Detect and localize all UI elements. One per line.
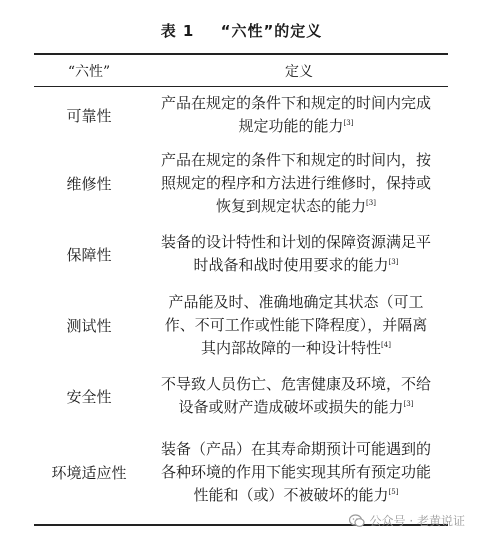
header-term: “六性” [67,64,111,80]
reference-mark: [3] [343,119,354,127]
reference-mark: [4] [381,340,391,349]
definition-line: 其内部故障的一种设计特性 [201,338,382,357]
reference-mark: [3] [366,198,376,207]
definition-cell [150,373,442,419]
table-top-rule [34,53,448,55]
table-title: “六性”的定义 [220,22,323,40]
table-caption [0,20,483,41]
term-cell: 环境适应性 [51,463,127,482]
definition-line: 恢复到规定状态的能力 [216,196,367,215]
table-header-rule [34,86,448,87]
header-definition: 定义 [285,64,313,80]
term-cell: 安全性 [66,387,112,406]
table-row [34,288,448,362]
term-cell: 测试性 [66,316,112,335]
term-cell: 可靠性 [66,106,112,125]
definition-cell [150,438,442,507]
reference-mark: [5] [388,487,399,496]
definition-cell [150,149,442,218]
definition-line: 不导致人员伤亡、危害健康及环境，不给 [160,375,431,393]
definition-line: 装备（产品）在其寿命期预计可能遇到的 [160,439,431,458]
definition-cell [150,231,442,277]
definition-line: 作、不可工作或性能下降程度），并隔离 [164,315,428,334]
definition-line: 各种环境的作用下能实现其所有预定功能 [160,462,431,481]
reference-mark: [3] [403,400,414,408]
definition-line: 产品在规定的条件下和规定的时间内，按 [160,150,431,169]
table-row [34,90,448,140]
definition-line: 产品在规定的条件下和规定的时间内完成 [160,94,431,112]
definition-line: 设备或财产造成破坏或损失的能力 [178,398,404,416]
definition-line: 性能和（或）不被破坏的能力 [193,485,389,504]
table-row [34,435,448,509]
table-row [34,371,448,421]
definition-cell [150,92,442,138]
definition-line: 产品能及时、准确地确定其状态（可工 [168,292,424,311]
term-cell: 维修性 [66,174,112,193]
definition-line: 装备的设计特性和计划的保障资源满足平 [160,233,431,251]
term-cell: 保障性 [66,245,112,264]
table-row [34,229,448,279]
definition-cell [150,291,442,360]
definition-line: 规定功能的能力 [238,117,344,135]
watermark-text: 公众号 · 老黄说证 [369,514,465,528]
table-number: 表 1 [160,22,195,40]
definition-line: 时战备和战时使用要求的能力 [193,256,389,274]
reference-mark: [3] [388,258,399,266]
table-row [34,146,448,220]
definition-line: 照规定的程序和方法进行维修时，保持或 [160,173,431,192]
wechat-icon [349,514,365,528]
watermark [349,512,465,529]
